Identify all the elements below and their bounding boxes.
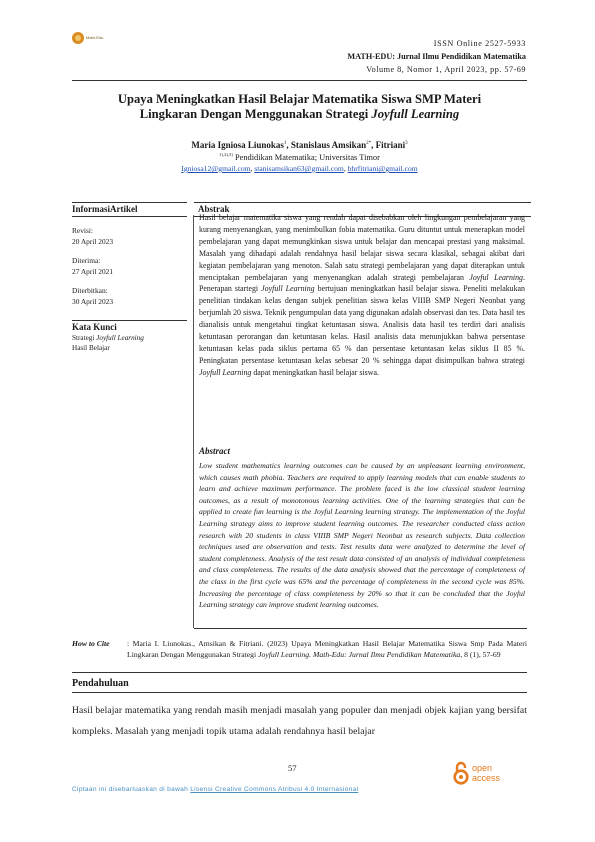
abstrak-italic-1: Joyful Learning bbox=[469, 272, 524, 282]
title-line-1: Upaya Meningkatkan Hasil Belajar Matematika Siswa SMP Materi bbox=[117, 92, 482, 106]
page-number: 57 bbox=[288, 763, 297, 773]
revisi-label: Revisi: bbox=[72, 226, 93, 235]
email-link-3[interactable]: bhrfitriani@gmail.com bbox=[347, 164, 418, 173]
header-rule bbox=[72, 80, 527, 81]
abstrak-part-4: dapat meningkatkan hasil belajar siswa. bbox=[251, 367, 379, 377]
abstrak-italic-3: Joyfull Learning bbox=[199, 367, 252, 377]
email-list: Igniosa12@gmail.com, stanisamsikan63@gmail.com, bhrfitriani@gmail.com bbox=[181, 164, 418, 173]
open-access-logo bbox=[453, 761, 500, 785]
issn: ISSN Online 2527-5933 bbox=[433, 39, 526, 48]
title-line-2-italic: Joyfull Learning bbox=[371, 107, 460, 121]
open-access-line-1: open bbox=[472, 763, 493, 773]
author-2: Stanislaus Amsikan bbox=[290, 140, 367, 150]
affiliation-sup: 1),2),3) bbox=[219, 152, 233, 157]
how-to-cite bbox=[72, 638, 527, 660]
abstrak-part-3: bertujuan meningkatkan hasil belajar siswa. Peneliti melakukan penelitian tindakan kelas dengan subjek penelitian siswa kelas VIIIB SMP Negeri Neonbat yang berjumlah 20 siswa. Teknik pengumpulan data yang digunakan adalah observasi dan tes. Data hasil tes dianalisis untuk mengetahui tingkat ketuntasan siswa. Analisis data hasil tes terdiri dari analisis ketuntasan perorangan dan ketuntasan kelas. Hasil analisis data menunjukkan bahwa persentase ketuntasan kelas pada siklus pertama 65 % dan persentase ketuntasan kelas siklus II 85 %. Peningkatan persentase ketuntasan kelas sebesar 20 % sehingga dapat disimpulkan bahwa strategi bbox=[199, 284, 525, 365]
author-3: Fitriani bbox=[375, 140, 406, 150]
keyword-1-text: Strategi bbox=[72, 334, 97, 342]
intro-paragraph: Hasil belajar matematika yang rendah masih menjadi masalah yang populer dan menjadi objek kajian yang bersifat kompleks. Masalah yang menjadi topik utama adalah rendahnya hasil belajar bbox=[72, 705, 527, 737]
abstrak-text bbox=[199, 212, 525, 379]
cite-part-2: , 8 (1), 57-69 bbox=[460, 650, 501, 659]
keyword-1 bbox=[72, 333, 187, 343]
diterbitkan-date: 30 April 2023 bbox=[72, 297, 114, 306]
column-divider bbox=[193, 215, 194, 628]
keyword-2: Hasil Belajar bbox=[72, 344, 110, 352]
abstrak-heading: Abstrak bbox=[194, 202, 531, 217]
abstract-rule bbox=[194, 628, 527, 629]
revisi-date: 20 April 2023 bbox=[72, 237, 114, 246]
how-to-cite-label: How to Cite bbox=[72, 639, 110, 648]
diterima-date: 27 April 2021 bbox=[72, 267, 114, 276]
open-access-text bbox=[472, 763, 500, 783]
author-1: Maria Igniosa Liunokas bbox=[191, 140, 284, 150]
abstract-heading: Abstract bbox=[199, 446, 231, 456]
title-line-2 bbox=[60, 107, 539, 122]
keywords-list bbox=[72, 333, 187, 353]
cite-italic: Joyfull Learning. Math-Edu: Jurnal Ilmu Pendidikan Matematika bbox=[258, 650, 461, 659]
abstrak-part-1: Hasil belajar matematika siswa yang rendah dapat disebabkan oleh lingkungan pembelajaran yang kurang menyenangkan, yang menimbulkan fobia matematika. Guru dituntut untuk menerapkan model pembelajaran yang dapat memungkinkan siswa untuk belajar dan mencapai prestasi yang maksimal. Masalah yang dihadapi adalah rendahnya hasil belajar siswa secara klasikal, sebagai akibat dari kegiatan pembelajaran yang menoton. Salah satu strategi pembelajaran yang dapat diterapkan untuk menciptakan pembelajaran yang menyenangkan adalah strategi pembelajaran bbox=[199, 213, 525, 282]
section-heading: Pendahuluan bbox=[72, 678, 129, 689]
affiliation bbox=[60, 152, 539, 162]
open-access-line-2: access bbox=[472, 773, 501, 783]
email-link-2[interactable]: stanisamsikan63@gmail.com bbox=[254, 164, 344, 173]
journal-logo-text: Math-Edu bbox=[86, 35, 104, 40]
open-access-icon bbox=[453, 761, 469, 785]
author-list: Maria Igniosa Liunokas$^1$, Stanislaus Amsikan$^{2*}$, Fitriani$^3$ bbox=[191, 140, 408, 150]
license-prefix: Ciptaan ini disebarluaskan di bawah bbox=[72, 786, 191, 793]
abstrak-italic-2: Joyfull Learning bbox=[261, 284, 315, 294]
author-1-sup: 1 bbox=[283, 141, 287, 146]
keyword-1-italic: Joyfull Learning bbox=[96, 334, 144, 342]
how-to-cite-text bbox=[127, 638, 527, 660]
license-notice bbox=[72, 786, 358, 793]
abstract-text: Low student mathematics learning outcomes can be caused by an unpleasant learning environment, which causes math phobia. Teachers are required to apply learning models that can enable students to learn and achieve maximum performance. The problem faced is the low classical student learning outcomes, as a result of monotonous learning activities. One of the learning strategies that can be applied to create fun learning is the Joyful Learning learning strategy. The implementation of the Joyful Learning strategy aims to improve student learning outcomes. The researcher conducted class action research with 20 students in class VIIIB SMP Negeri Neonbat as research subjects. Data collection techniques used are observation and tests. Test results data were analyzed to determine the level of student completeness. Analysis of the test result data consisted of an analysis of individual completeness and class completeness. The results of the data analysis showed that the percentage of completeness of the class in the first cycle was 65% and the percentage of completeness in the second cycle was 85%. Increasing the percentage of class completeness by 20% so that it can be concluded that the Joyful Learning strategy can improve student learning outcomes. bbox=[199, 461, 525, 610]
license-link[interactable]: Lisensi Creative Commons Atribusi 4.0 Internasional bbox=[190, 786, 359, 793]
diterima-label: Diterima: bbox=[72, 256, 101, 265]
journal-logo-icon bbox=[72, 32, 84, 44]
abstrak-part-2: . Penerapan startegi bbox=[199, 272, 525, 294]
author-2-sup: 2* bbox=[366, 141, 372, 146]
journal-logo bbox=[72, 30, 122, 45]
cite-part-1: : Maria I. Liunokas., Amsikan & Fitriani. (2023) Upaya Meningkatkan Hasil Belajar Matematika Siswa Smp Pada Materi Lingkaran Dengan Menggunakan Strategi bbox=[127, 639, 527, 659]
title-line-2-text: Lingkaran Dengan Menggunakan Strategi bbox=[139, 107, 372, 121]
volume-info: Volume 8, Nomor 1, April 2023, pp. 57-69 bbox=[366, 65, 526, 74]
keywords-heading: Kata Kunci bbox=[72, 320, 187, 332]
email-link-1[interactable]: Igniosa12@gmail.com bbox=[181, 164, 251, 173]
affiliation-text: Pendidikan Matematika; Universitas Timor bbox=[234, 152, 380, 162]
journal-name: MATH-EDU: Jurnal Ilmu Pendidikan Matematika bbox=[347, 52, 526, 61]
section-rule bbox=[72, 692, 527, 693]
diterbitkan-label: Diterbitkan: bbox=[72, 286, 108, 295]
citation-rule bbox=[72, 672, 527, 673]
author-3-sup: 3 bbox=[405, 141, 408, 146]
article-info-heading: InformasiArtikel bbox=[72, 202, 187, 217]
paper-title bbox=[60, 92, 539, 122]
